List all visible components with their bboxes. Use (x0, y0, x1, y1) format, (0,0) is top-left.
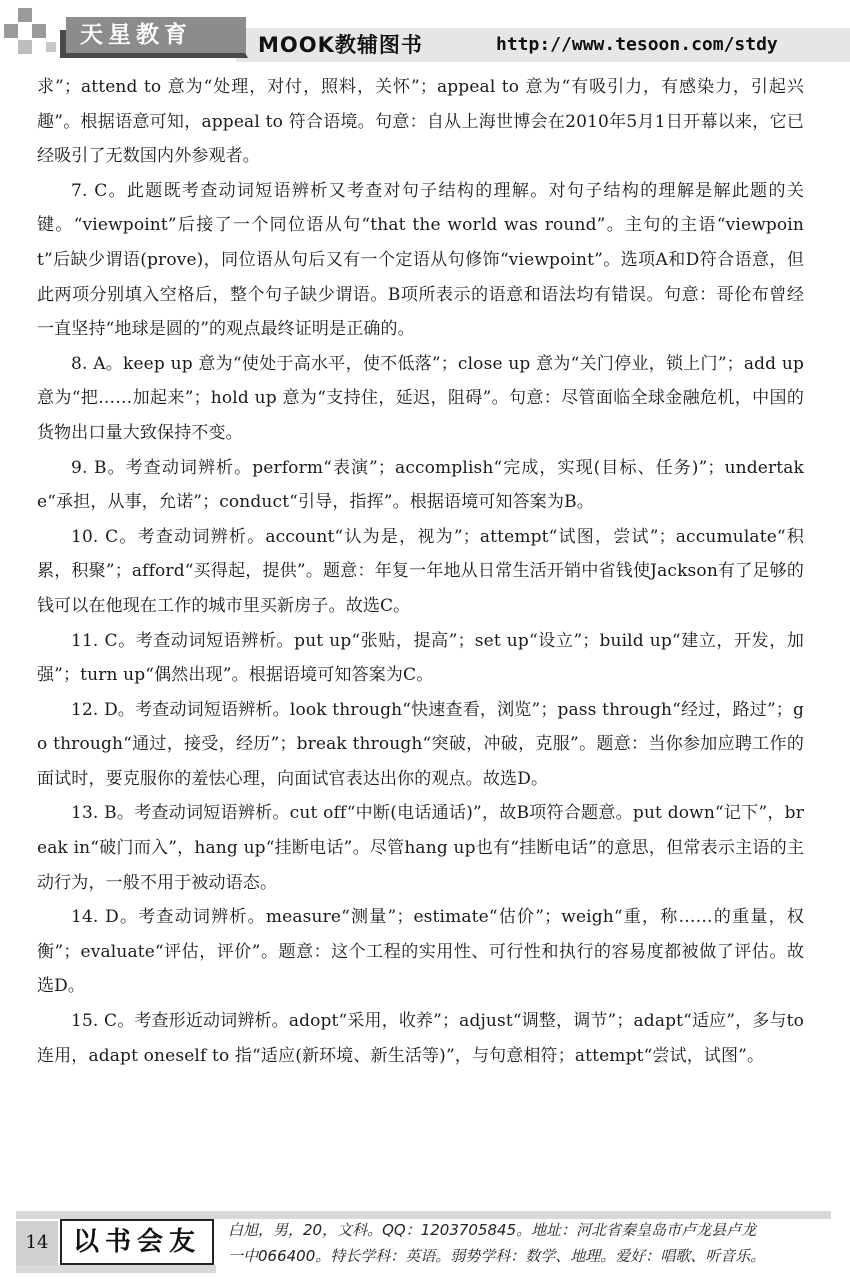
page-header (0, 0, 850, 68)
header-decoration (4, 8, 64, 64)
brand-logo: 天星教育 (66, 17, 246, 53)
explanation-11: 11. C。考查动词短语辨析。put up“张贴，提高”；set up“设立”；build up“建立，开发，加强”；turn up“偶然出现”。根据语境可知答案为C。 (37, 630, 804, 686)
series-title: MOOK教辅图书 (258, 33, 423, 57)
explanation-12: 12. D。考查动词短语辨析。look through“快速查看，浏览”；pass through“经过，路过”；go through“通过，接受，经历”；break through“突破，冲破，克服”。题意：当你参加应聘工作的面试时，要克服你的羞怯心理，向面试官表达出你的观点。故选D。 (37, 699, 804, 789)
answer-explanations (37, 70, 804, 1073)
explanation-8: 8. A。keep up 意为“使处于高水平，使不低落”；close up 意为“关门停业，锁上门”；add up 意为“把……加起来”；hold up 意为“支持住，延迟，阻碍”。句意：尽管面临全球金融危机，中国的货物出口量大致保持不变。 (37, 353, 804, 443)
page-footer (0, 1205, 850, 1283)
reader-info (228, 1217, 808, 1269)
explanation-14: 14. D。考查动词辨析。measure“测量”；estimate“估价”；weigh“重，称……的重量，权衡”；evaluate“评估，评价”。题意：这个工程的实用性、可行性和执行的容易度都被做了评估。故选D。 (37, 907, 804, 997)
footer-bar-bottom (16, 1265, 216, 1273)
header-url: http://www.tesoon.com/stdy (496, 34, 778, 55)
reader-info-line-2: 一中066400。特长学科：英语。弱势学科：数学、地理。爱好：唱歌、听音乐。 (228, 1247, 766, 1265)
page-number: 14 (16, 1221, 58, 1265)
explanation-10: 10. C。考查动词辨析。account“认为是，视为”；attempt“试图，尝试”；accumulate“积累，积聚”；afford“买得起，提供”。题意：年复一年地从日常生活开销中省钱使Jackson有了足够的钱可以在他现在工作的城市里买新房子。故选C。 (37, 526, 804, 616)
column-title: 以书会友 (60, 1219, 214, 1265)
explanation-9: 9. B。考查动词辨析。perform“表演”；accomplish“完成，实现(目标、任务)”；undertake“承担，从事，允诺”；conduct“引导，指挥”。根据语境可知答案为B。 (37, 457, 804, 513)
explanation-13: 13. B。考查动词短语辨析。cut off“中断(电话通话)”，故B项符合题意。put down“记下”，break in“破门而入”，hang up“挂断电话”。尽管hang up也有“挂断电话”的意思，但常表示主语的主动行为，一般不用于被动语态。 (37, 803, 804, 893)
explanation-7: 7. C。此题既考查动词短语辨析又考查对句子结构的理解。对句子结构的理解是解此题的关键。“viewpoint”后接了一个同位语从句“that the world was round”。主句的主语“viewpoint”后缺少谓语(prove)，同位语从句后又有一个定语从句修饰“viewpoint”。选项A和D符合语意，但此两项分别填入空格后，整个句子缺少谓语。B项所表示的语意和语法均有错误。句意：哥伦布曾经一直坚持“地球是圆的”的观点最终证明是正确的。 (37, 180, 804, 340)
paragraph-continuation: 求”；attend to 意为“处理，对付，照料，关怀”；appeal to 意为“有吸引力，有感染力，引起兴趣”。根据语意可知，appeal to 符合语境。句意：自从上海世博会在2010年5月1日开幕以来，它已经吸引了无数国内外参观者。 (37, 77, 804, 167)
reader-info-line-1: 白旭，男，20，文科。QQ：1203705845。地址：河北省秦皇岛市卢龙县卢龙 (228, 1221, 757, 1239)
explanation-15: 15. C。考查形近动词辨析。adopt“采用，收养”；adjust“调整，调节”；adapt“适应”，多与to连用，adapt oneself to 指“适应(新环境、新生活等)”，与句意相符；attempt“尝试，试图”。 (37, 1011, 804, 1066)
